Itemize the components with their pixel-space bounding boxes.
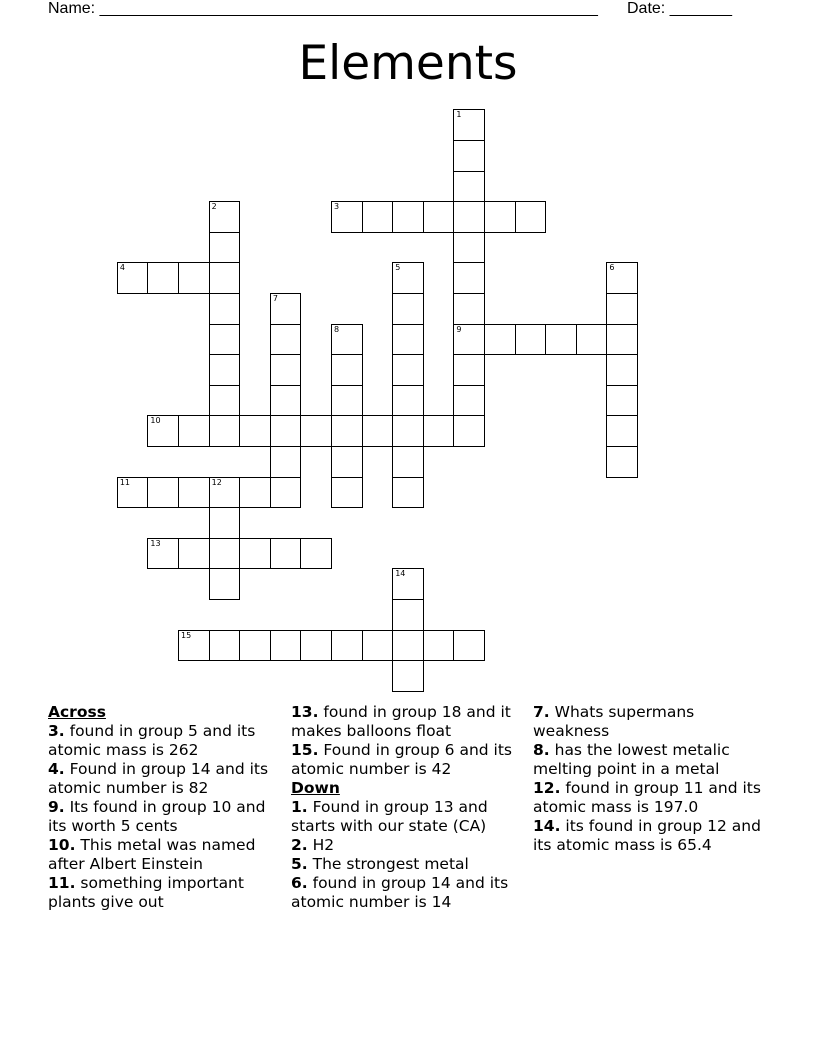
cell-number: 9: [456, 324, 462, 334]
clue-item: [291, 874, 519, 912]
grid-cell[interactable]: [331, 354, 363, 386]
grid-cell[interactable]: [209, 262, 241, 294]
across-clue-list-continued: [291, 703, 519, 779]
clue-number: 14.: [533, 817, 561, 835]
grid-cell[interactable]: [331, 201, 363, 233]
cell-number: 10: [150, 416, 161, 426]
grid-cell[interactable]: [392, 201, 424, 233]
clue-item: [533, 741, 773, 779]
grid-cell[interactable]: [453, 415, 485, 447]
grid-cell[interactable]: [331, 385, 363, 417]
clue-text: Found in group 6 and its atomic number is 42: [291, 741, 512, 778]
grid-cell[interactable]: [453, 232, 485, 264]
clue-number: 9.: [48, 798, 65, 816]
grid-cell[interactable]: [209, 385, 241, 417]
cell-number: 12: [211, 477, 222, 487]
grid-cell[interactable]: [300, 538, 332, 570]
grid-cell[interactable]: [606, 446, 638, 478]
grid-cell[interactable]: [606, 354, 638, 386]
grid-cell[interactable]: [147, 262, 179, 294]
grid-cell[interactable]: [392, 660, 424, 692]
grid-cell[interactable]: [270, 324, 302, 356]
clue-item: [48, 722, 273, 760]
grid-cell[interactable]: [362, 415, 394, 447]
grid-cell[interactable]: [515, 201, 547, 233]
clue-item: [48, 798, 273, 836]
clues-column-3: [533, 703, 773, 855]
grid-cell[interactable]: [300, 630, 332, 662]
clue-text: has the lowest metalic melting point in a metal: [533, 741, 730, 778]
grid-cell[interactable]: [117, 262, 149, 294]
grid-cell[interactable]: [423, 201, 455, 233]
clue-number: 11.: [48, 874, 76, 892]
clue-item: [291, 741, 519, 779]
grid-cell[interactable]: [239, 538, 271, 570]
grid-cell[interactable]: [178, 538, 210, 570]
clues-column-2: [291, 703, 519, 912]
cell-number: 7: [272, 293, 278, 303]
clue-item: [533, 817, 773, 855]
clue-text: found in group 5 and its atomic mass is 262: [48, 722, 256, 759]
cell-number: 4: [119, 263, 125, 273]
clue-text: found in group 14 and its atomic number is 14: [291, 874, 509, 911]
grid-cell[interactable]: [209, 201, 241, 233]
grid-cell[interactable]: [362, 630, 394, 662]
grid-cell[interactable]: [392, 415, 424, 447]
clue-text: Whats supermans weakness: [533, 703, 695, 740]
clue-number: 5.: [291, 855, 308, 873]
grid-cell[interactable]: [270, 446, 302, 478]
clue-number: 8.: [533, 741, 550, 759]
grid-cell[interactable]: [270, 385, 302, 417]
grid-cell[interactable]: [453, 385, 485, 417]
cell-number: 2: [211, 202, 217, 212]
cell-number: 1: [456, 110, 462, 120]
grid-cell[interactable]: [331, 324, 363, 356]
grid-cell[interactable]: [453, 630, 485, 662]
grid-cell[interactable]: [147, 477, 179, 509]
clues-column-1: [48, 703, 273, 912]
clue-number: 1.: [291, 798, 308, 816]
clue-item: [291, 703, 519, 741]
down-heading: Down: [291, 779, 340, 797]
clue-text: Its found in group 10 and its worth 5 cents: [48, 798, 266, 835]
grid-cell[interactable]: [392, 446, 424, 478]
cell-number: 3: [334, 202, 340, 212]
grid-cell[interactable]: [270, 630, 302, 662]
grid-cell[interactable]: [209, 415, 241, 447]
grid-cell[interactable]: [392, 324, 424, 356]
clue-number: 15.: [291, 741, 319, 759]
across-clue-list: [48, 722, 273, 912]
grid-cell[interactable]: [362, 201, 394, 233]
clue-text: something important plants give out: [48, 874, 244, 911]
grid-cell[interactable]: [453, 109, 485, 141]
grid-cell[interactable]: [239, 415, 271, 447]
clue-text: found in group 18 and it makes balloons float: [291, 703, 511, 740]
cell-number: 14: [395, 569, 406, 579]
grid-cell[interactable]: [239, 630, 271, 662]
clue-text: This metal was named after Albert Einstein: [48, 836, 256, 873]
grid-cell[interactable]: [423, 415, 455, 447]
grid-cell[interactable]: [606, 385, 638, 417]
grid-cell[interactable]: [453, 140, 485, 172]
grid-cell[interactable]: [392, 568, 424, 600]
page-title: Elements: [298, 36, 518, 91]
clue-item: [533, 703, 773, 741]
cell-number: 5: [395, 263, 401, 273]
grid-cell[interactable]: [606, 324, 638, 356]
clue-item: [291, 855, 519, 874]
down-clue-list-continued: [533, 703, 773, 855]
clue-number: 7.: [533, 703, 550, 721]
date-field[interactable]: Date: _______: [627, 0, 732, 17]
cell-number: 13: [150, 538, 161, 548]
grid-cell[interactable]: [392, 293, 424, 325]
clue-item: [533, 779, 773, 817]
grid-cell[interactable]: [178, 415, 210, 447]
grid-cell[interactable]: [453, 293, 485, 325]
grid-cell[interactable]: [209, 293, 241, 325]
grid-cell[interactable]: [209, 630, 241, 662]
clue-text: found in group 11 and its atomic mass is 197.0: [533, 779, 761, 816]
grid-cell[interactable]: [117, 477, 149, 509]
clue-item: [48, 760, 273, 798]
grid-cell[interactable]: [147, 415, 179, 447]
grid-cell[interactable]: [178, 630, 210, 662]
grid-cell[interactable]: [178, 262, 210, 294]
grid-cell[interactable]: [331, 630, 363, 662]
grid-cell[interactable]: [453, 201, 485, 233]
clue-number: 2.: [291, 836, 308, 854]
cell-number: 15: [181, 630, 192, 640]
grid-cell[interactable]: [453, 324, 485, 356]
grid-cell[interactable]: [545, 324, 577, 356]
down-clue-list: [291, 798, 519, 912]
clue-item: [48, 836, 273, 874]
grid-cell[interactable]: [209, 507, 241, 539]
grid-cell[interactable]: [147, 538, 179, 570]
clue-number: 10.: [48, 836, 76, 854]
grid-cell[interactable]: [606, 262, 638, 294]
grid-cell[interactable]: [392, 385, 424, 417]
grid-cell[interactable]: [606, 293, 638, 325]
cell-number: 8: [334, 324, 340, 334]
clue-item: [48, 874, 273, 912]
cell-number: 6: [609, 263, 615, 273]
grid-cell[interactable]: [423, 630, 455, 662]
grid-cell[interactable]: [392, 630, 424, 662]
grid-cell[interactable]: [606, 415, 638, 447]
grid-cell[interactable]: [453, 262, 485, 294]
grid-cell[interactable]: [209, 354, 241, 386]
clue-number: 12.: [533, 779, 561, 797]
clue-number: 3.: [48, 722, 65, 740]
grid-cell[interactable]: [392, 599, 424, 631]
clue-number: 4.: [48, 760, 65, 778]
grid-cell[interactable]: [331, 415, 363, 447]
clue-text: Found in group 13 and starts with our state (CA): [291, 798, 488, 835]
grid-cell[interactable]: [331, 477, 363, 509]
grid-cell[interactable]: [515, 324, 547, 356]
clue-text: its found in group 12 and its atomic mass is 65.4: [533, 817, 761, 854]
grid-cell[interactable]: [392, 477, 424, 509]
grid-cell[interactable]: [392, 354, 424, 386]
grid-cell[interactable]: [270, 354, 302, 386]
grid-cell[interactable]: [209, 568, 241, 600]
grid-cell[interactable]: [270, 477, 302, 509]
clue-number: 6.: [291, 874, 308, 892]
grid-cell[interactable]: [239, 477, 271, 509]
grid-cell[interactable]: [178, 477, 210, 509]
grid-cell[interactable]: [484, 324, 516, 356]
grid-cell[interactable]: [484, 201, 516, 233]
clue-item: [291, 798, 519, 836]
name-field[interactable]: Name: ________________________________________________________: [48, 0, 598, 17]
grid-cell[interactable]: [576, 324, 608, 356]
clue-text: The strongest metal: [307, 855, 469, 873]
cell-number: 11: [119, 477, 130, 487]
grid-cell[interactable]: [270, 538, 302, 570]
clue-text: Found in group 14 and its atomic number is 82: [48, 760, 269, 797]
grid-cell[interactable]: [209, 538, 241, 570]
across-heading: Across: [48, 703, 106, 721]
grid-cell[interactable]: [270, 415, 302, 447]
clue-number: 13.: [291, 703, 319, 721]
clue-text: H2: [307, 836, 335, 854]
grid-cell[interactable]: [270, 293, 302, 325]
grid-cell[interactable]: [209, 324, 241, 356]
clue-item: [291, 836, 519, 855]
grid-cell[interactable]: [453, 354, 485, 386]
grid-cell[interactable]: [300, 415, 332, 447]
grid-cell[interactable]: [392, 262, 424, 294]
grid-cell[interactable]: [209, 232, 241, 264]
grid-cell[interactable]: [331, 446, 363, 478]
grid-cell[interactable]: [209, 477, 241, 509]
grid-cell[interactable]: [453, 171, 485, 203]
